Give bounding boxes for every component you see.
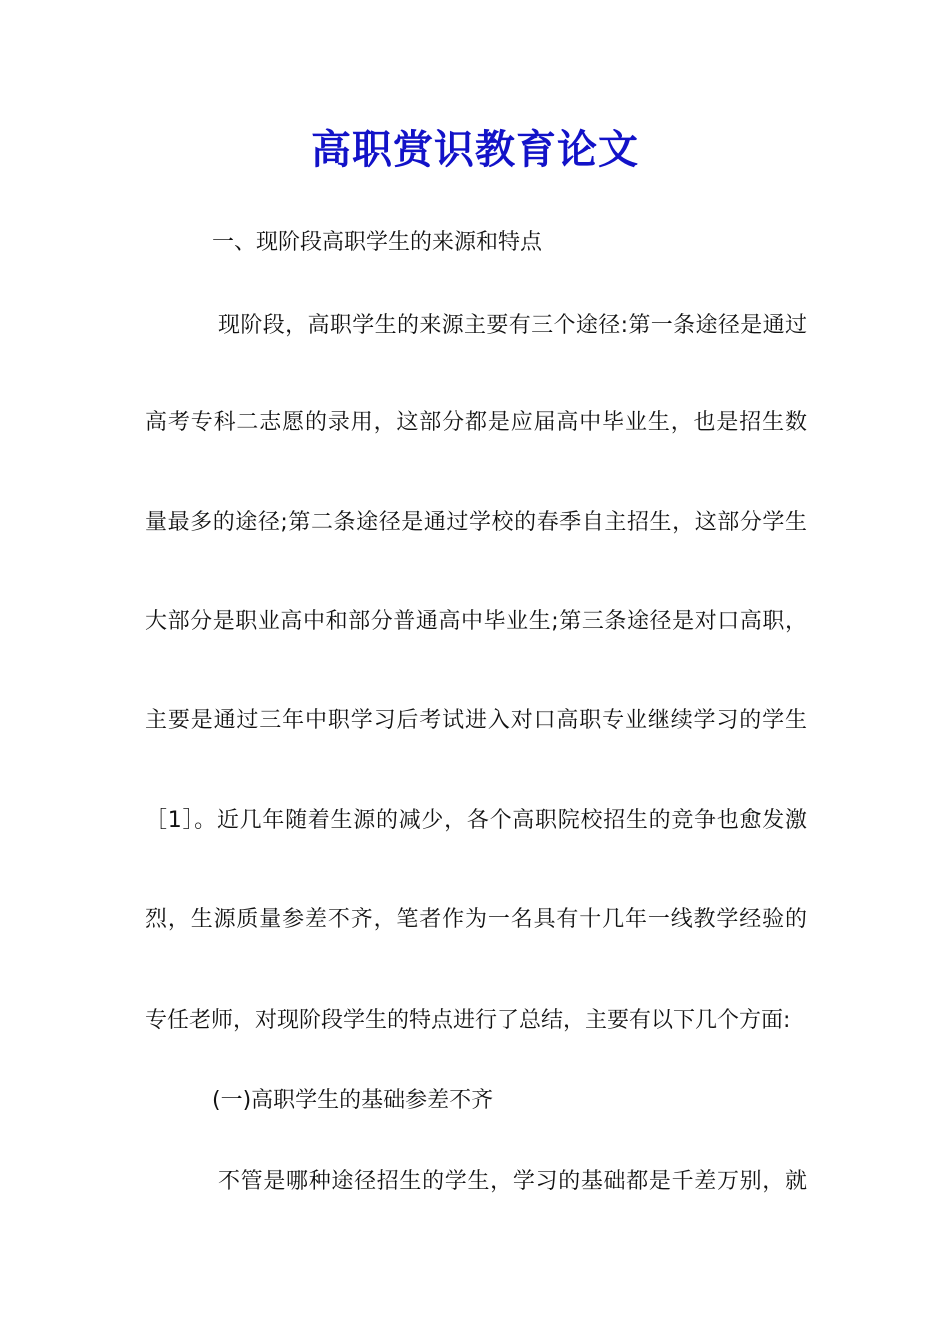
- paragraph-line: 烈，生源质量参差不齐，笔者作为一名具有十几年一线教学经验的: [145, 907, 807, 932]
- section-heading: 一、现阶段高职学生的来源和特点: [212, 230, 543, 255]
- paragraph-line: 大部分是职业高中和部分普通高中毕业生;第三条途径是对口高职，: [145, 609, 807, 634]
- paragraph-line: 高考专科二志愿的录用，这部分都是应届高中毕业生，也是招生数: [145, 410, 807, 435]
- paragraph-line: 现阶段，高职学生的来源主要有三个途径:第一条途径是通过: [218, 313, 807, 338]
- paragraph-line: ［1］。近几年随着生源的减少，各个高职院校招生的竞争也愈发激: [145, 808, 807, 833]
- subsection-heading: (一)高职学生的基础参差不齐: [212, 1088, 494, 1113]
- paragraph-line: 主要是通过三年中职学习后考试进入对口高职专业继续学习的学生: [145, 708, 807, 733]
- paragraph-line: 量最多的途径;第二条途径是通过学校的春季自主招生，这部分学生: [145, 510, 807, 535]
- paragraph-line: 专任老师，对现阶段学生的特点进行了总结，主要有以下几个方面:: [145, 1008, 791, 1033]
- paragraph-line: 不管是哪种途径招生的学生，学习的基础都是千差万别，就: [218, 1169, 807, 1194]
- document-title: 高职赏识教育论文: [311, 126, 639, 173]
